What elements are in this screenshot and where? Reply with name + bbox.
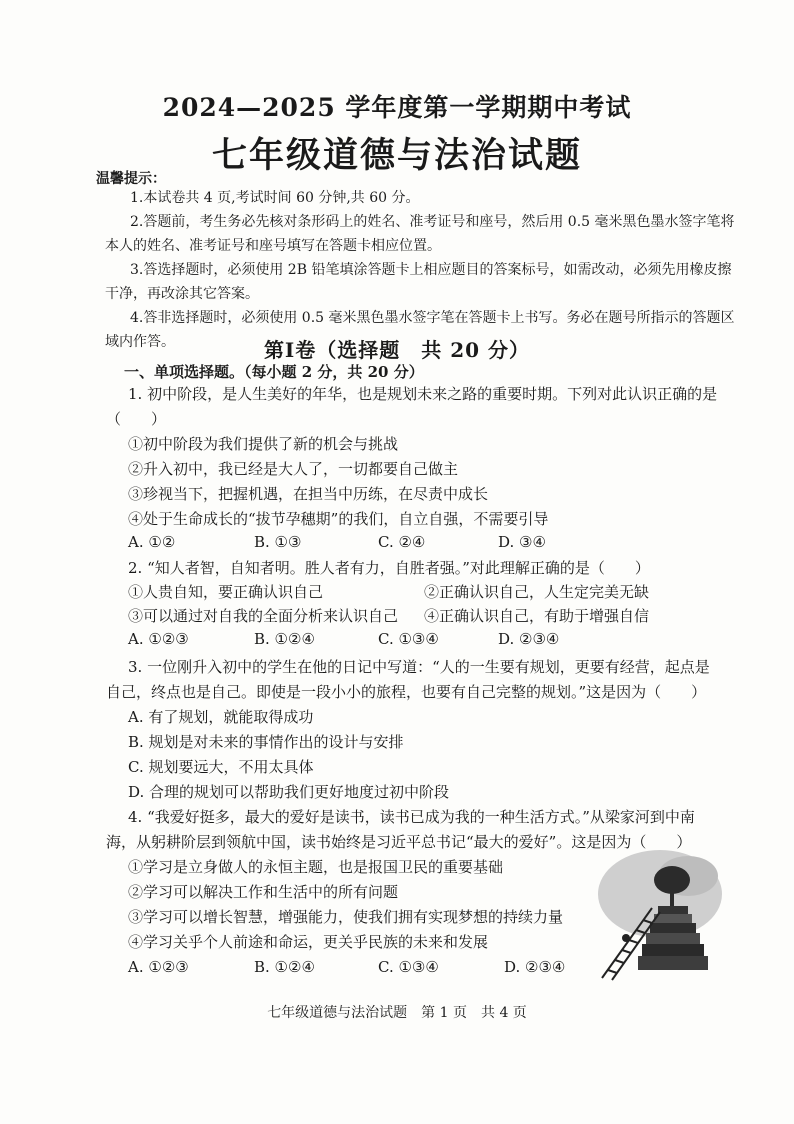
question-2-statement: ③可以通过对自我的全面分析来认识自己	[128, 607, 399, 625]
question-3-option-c: C. 规划要远大，不用太具体	[128, 758, 314, 776]
question-1-stem: 1. 初中阶段，是人生美好的年华，也是规划未来之路的重要时期。下列对此认识正确的是	[128, 385, 718, 403]
books-ladder-illustration	[588, 842, 738, 982]
exam-title-subject: 七年级道德与法治试题	[211, 135, 582, 176]
climber-figure	[622, 934, 630, 942]
option-d: D. ③④	[498, 533, 546, 551]
option-a: A. ①②③	[128, 630, 189, 648]
question-2-statement: ④正确认识自己，有助于增强自信	[424, 607, 650, 625]
option-a: A. ①②③	[128, 958, 189, 976]
question-3-option-a: A. 有了规划，就能取得成功	[128, 708, 314, 726]
tips-list	[105, 186, 745, 354]
tree-trunk	[670, 888, 674, 906]
section-title: 第Ⅰ卷（选择题 共 20 分）	[263, 338, 531, 362]
exam-title-year: 2024—2025 学年度第一学期期中考试	[162, 93, 632, 122]
question-1-statement: ①初中阶段为我们提供了新的机会与挑战	[128, 435, 399, 453]
question-4-statement: ②学习可以解决工作和生活中的所有问题	[128, 883, 399, 901]
question-3-option-b: B. 规划是对未来的事情作出的设计与安排	[128, 733, 404, 751]
question-1-statement: ②升入初中，我已经是大人了，一切都要自己做主	[128, 460, 459, 478]
question-1-stem-bracket: （ ）	[106, 410, 167, 428]
question-1-statement: ④处于生命成长的“拔节孕穗期”的我们，自立自强，不需要引导	[128, 510, 549, 528]
tip-item: 2.答题前，考生务必先核对条形码上的姓名、准考证号和座号，然后用 0.5 毫米黑色墨水签字笔将本人的姓名、准考证号和座号填写在答题卡相应位置。	[105, 214, 735, 254]
option-d: D. ②③④	[504, 958, 566, 976]
tip-item: 3.答选择题时，必须使用 2B 铅笔填涂答题卡上相应题目的答案标号，如需改动，必须先用橡皮擦干净，再改涂其它答案。	[105, 262, 732, 302]
option-b: B. ①③	[254, 533, 302, 551]
question-4-stem: 4. “我爱好挺多，最大的爱好是读书，读书已成为我的一种生活方式。”从梁家河到中南	[128, 808, 695, 826]
tip-item: 1.本试卷共 4 页,考试时间 60 分钟,共 60 分。	[130, 190, 420, 206]
question-4-statement: ③学习可以增长智慧，增强能力，使我们拥有实现梦想的持续力量	[128, 908, 564, 926]
question-3-option-d: D. 合理的规划可以帮助我们更好地度过初中阶段	[128, 783, 450, 801]
option-c: C. ②④	[378, 533, 426, 551]
question-4-statement: ④学习关乎个人前途和命运，更关乎民族的未来和发展	[128, 933, 489, 951]
option-d: D. ②③④	[498, 630, 560, 648]
question-1-statement: ③珍视当下，把握机遇，在担当中历练，在尽责中成长	[128, 485, 489, 503]
tip-item: 4.答非选择题时，必须使用 0.5 毫米黑色墨水签字笔在答题卡上书写。务必在题号所指示的答题区域内作答。	[105, 310, 735, 350]
question-4-stem: 海，从躬耕阶层到领航中国，读书始终是习近平总书记“最大的爱好”。这是因为（ ）	[106, 833, 692, 851]
option-c: C. ①③④	[378, 630, 439, 648]
question-2-statement: ②正确认识自己，人生定完美无缺	[424, 583, 650, 601]
question-3-stem: 自己，终点也是自己。即使是一段小小的旅程，也要有自己完整的规划。”这是因为（ ）	[106, 683, 707, 701]
page-footer: 七年级道德与法治试题 第 1 页 共 4 页	[267, 1005, 527, 1021]
option-b: B. ①②④	[254, 630, 315, 648]
option-c: C. ①③④	[378, 958, 439, 976]
question-4-statement: ①学习是立身做人的永恒主题，也是报国卫民的重要基础	[128, 858, 504, 876]
part-heading: 一、单项选择题。（每小题 2 分，共 20 分）	[124, 363, 424, 381]
question-2-statement: ①人贵自知，要正确认识自己	[128, 583, 324, 601]
question-2-stem: 2. “知人者智，自知者明。胜人者有力，自胜者强。”对此理解正确的是（ ）	[128, 559, 650, 577]
option-a: A. ①②	[128, 533, 176, 551]
tips-heading: 温馨提示：	[96, 171, 166, 187]
option-b: B. ①②④	[254, 958, 315, 976]
question-3-stem: 3. 一位刚升入初中的学生在他的日记中写道：“人的一生要有规划，更要有经营，起点是	[128, 658, 710, 676]
